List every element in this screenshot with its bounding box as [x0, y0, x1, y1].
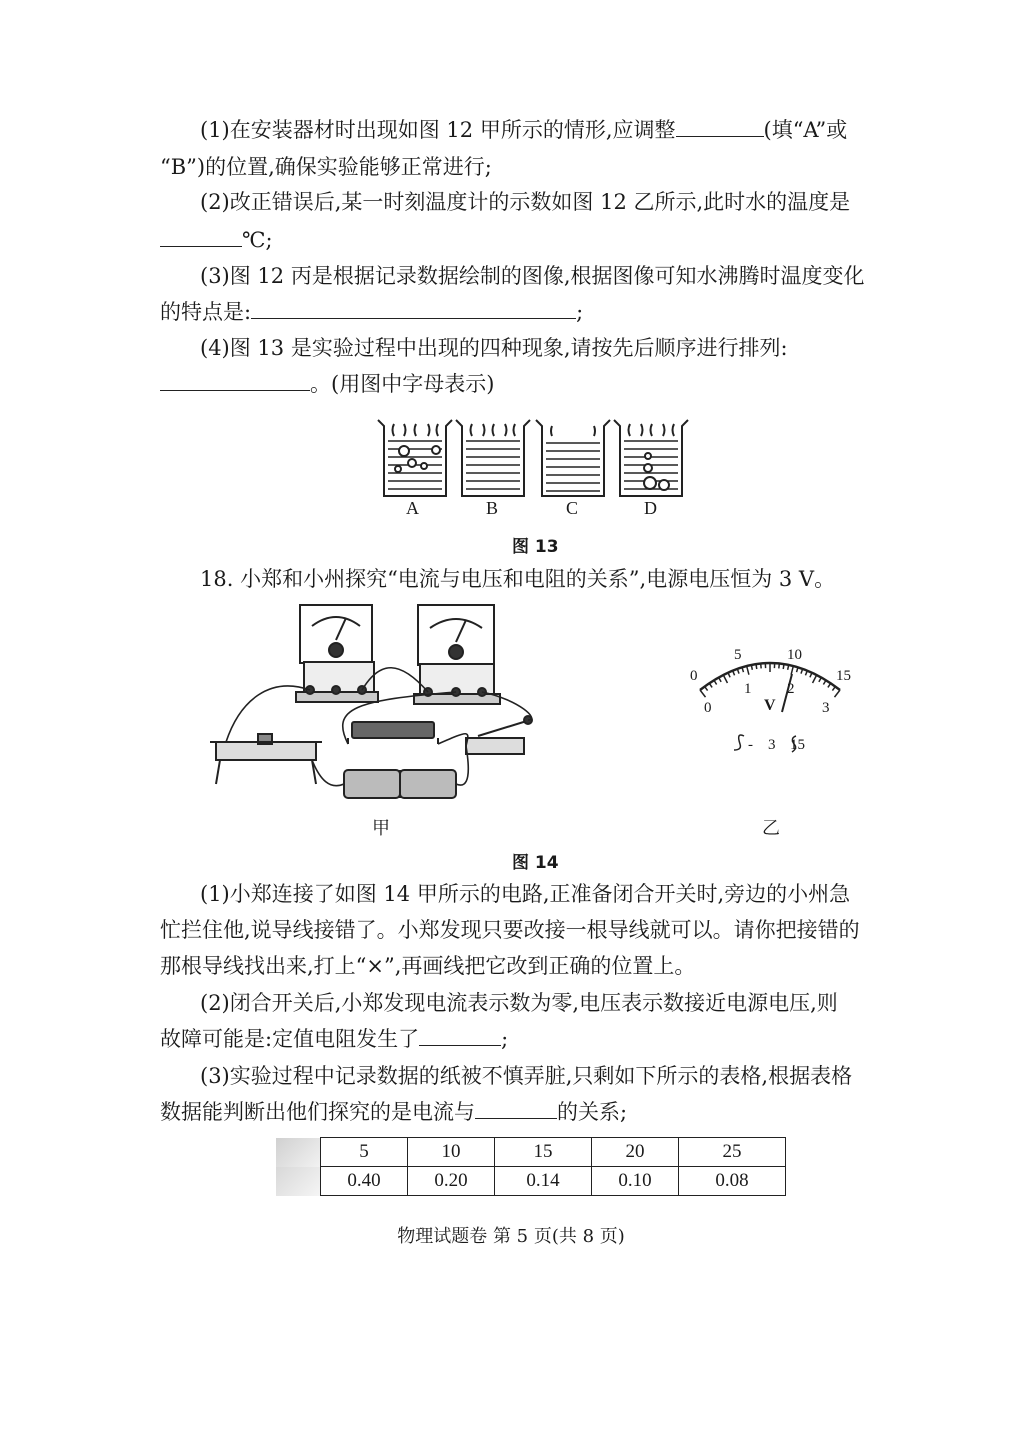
- dial-tick: [747, 666, 749, 675]
- dial-tick: [751, 665, 752, 670]
- figure-14-sub-b: 乙: [762, 818, 780, 838]
- dial-unit: V: [764, 697, 776, 714]
- figure-14-sub-a: 甲: [372, 818, 390, 838]
- dial-tick: [709, 683, 712, 687]
- table-cell: 0.20: [408, 1167, 495, 1196]
- dial-lower-2: 2: [787, 681, 795, 697]
- table-cell: 0.08: [679, 1167, 786, 1196]
- dial-tick: [779, 663, 780, 668]
- dial-tick: [828, 683, 831, 687]
- dial-lower-0: 0: [704, 700, 712, 716]
- data-table: [276, 1137, 786, 1196]
- q17-part1-line2: “B”)的位置,确保实验能够正常进行;: [160, 155, 492, 179]
- table-cell: 15: [495, 1138, 592, 1167]
- smudged-cell: [276, 1167, 321, 1196]
- q17-part3-line1: (3)图 12 丙是根据记录数据绘制的图像,根据图像可知水沸腾时温度变化: [200, 264, 865, 288]
- dial-tick: [832, 687, 835, 691]
- q17-part3-line2: 的特点是: ;: [160, 300, 584, 324]
- q17-part1-line1: (1)在安装器材时出现如图 12 甲所示的情形,应调整 (填“A”或: [200, 118, 848, 142]
- dial-tick: [835, 690, 840, 697]
- dial-tick: [791, 666, 793, 675]
- q17-part2-line2: ℃;: [160, 226, 905, 254]
- dial-tick: [761, 663, 762, 668]
- page-footer: 物理试题卷 第 5 页(共 8 页): [397, 1226, 625, 1247]
- beaker-label-a: A: [406, 498, 419, 518]
- dial-tick: [788, 665, 789, 670]
- dial-lower-1: 1: [744, 681, 752, 697]
- terminal-3: 3: [768, 737, 776, 753]
- q18-stem: 18. 小郑和小州探究“电流与电压和电阻的关系”,电源电压恒为 3 V。: [200, 567, 836, 591]
- dial-upper-10: 10: [787, 647, 802, 663]
- smudged-cell: [276, 1138, 321, 1167]
- table-cell: 5: [321, 1138, 408, 1167]
- dial-upper-15: 15: [836, 668, 851, 684]
- dial-tick: [728, 673, 730, 678]
- q18-part1-line1: (1)小郑连接了如图 14 甲所示的电路,正准备闭合开关时,旁边的小州急: [200, 882, 851, 906]
- figure-13-caption: 图 13: [512, 537, 559, 557]
- dial-tick: [700, 690, 705, 697]
- dial-tick: [723, 675, 727, 683]
- beaker-label-b: B: [486, 498, 499, 518]
- q18-part3-line1: (3)实验过程中记录数据的纸被不慎弄脏,只剩如下所示的表格,根据表格: [200, 1064, 853, 1088]
- table-row: [276, 1167, 786, 1196]
- q17-part4-line1: (4)图 13 是实验过程中出现的四种现象,请按先后顺序进行排列:: [200, 336, 788, 360]
- figure-14-caption: 图 14: [512, 853, 559, 873]
- table-cell: 25: [679, 1138, 786, 1167]
- q18-part1-line3: 那根导线找出来,打上“×”,再画线把它改到正确的位置上。: [160, 954, 696, 978]
- table-cell: 10: [408, 1138, 495, 1167]
- q18-part2-line1: (2)闭合开关后,小郑发现电流表示数为零,电压表示数接近电源电压,则: [200, 991, 838, 1015]
- dial-tick: [813, 675, 817, 683]
- dial-upper-0: 0: [690, 668, 698, 684]
- q18-part1-line2: 忙拦住他,说导线接错了。小郑发现只要改接一根导线就可以。请你把接错的: [160, 918, 860, 942]
- table-row: [276, 1138, 786, 1167]
- q18-part2-line2: 故障可能是:定值电阻发生了 ;: [160, 1027, 509, 1051]
- dial-tick: [705, 687, 708, 691]
- terminal-15: 15: [790, 737, 805, 753]
- table-cell: 0.10: [592, 1167, 679, 1196]
- beaker-label-c: C: [566, 498, 579, 518]
- dial-lower-3: 3: [822, 700, 830, 716]
- table-cell: 0.40: [321, 1167, 408, 1196]
- dial-tick: [756, 664, 757, 669]
- q18-part3-line2: 数据能判断出他们探究的是电流与 的关系;: [160, 1100, 628, 1124]
- dial-upper-5: 5: [734, 647, 742, 663]
- q17-part2-line1: (2)改正错误后,某一时刻温度计的示数如图 12 乙所示,此时水的温度是: [200, 190, 851, 214]
- beaker-label-d: D: [644, 498, 657, 518]
- dial-tick: [783, 664, 784, 669]
- terminal-negative: -: [748, 737, 753, 753]
- table-cell: 20: [592, 1138, 679, 1167]
- q17-part4-line2: 。(用图中字母表示): [160, 370, 905, 398]
- dial-tick: [810, 673, 812, 678]
- table-cell: 0.14: [495, 1167, 592, 1196]
